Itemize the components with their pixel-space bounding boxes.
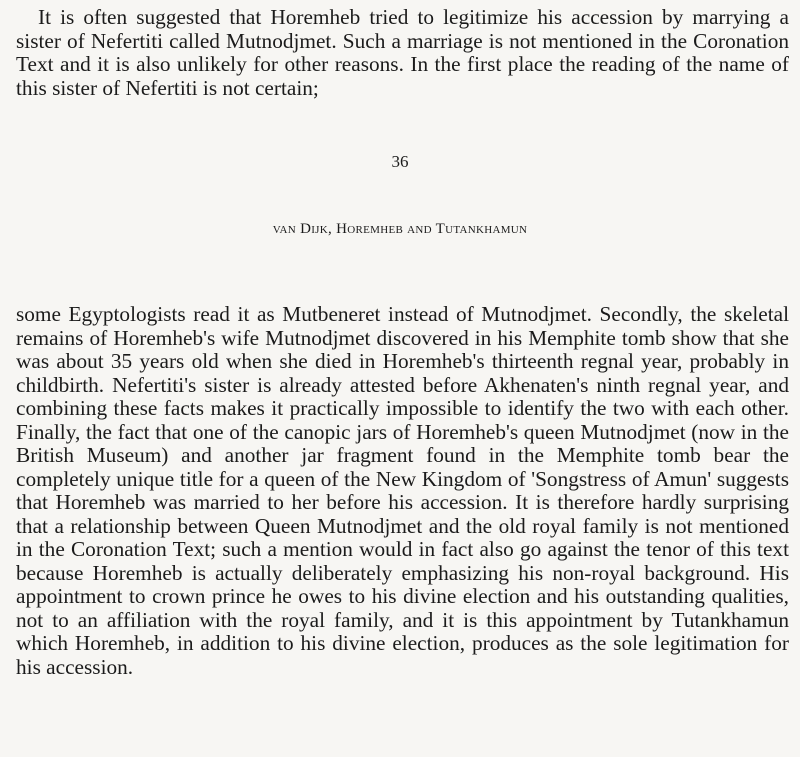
page-number: 36 <box>391 152 409 171</box>
paragraph-bottom: some Egyptologists read it as Mutbeneret instead of Mutnodjmet. Secondly, the skeletal remains of Horemheb's wife Mutnodjmet discovered in his Memphite tomb show that she was about 35 years old when she died in Horemheb's thirteenth regnal year, probably in childbirth. Nefertiti's sister is already attested before Akhenaten's ninth regnal year, and combining these facts makes it practically impossible to identify the two with each other. Finally, the fact that one of the canopic jars of Horemheb's queen Mutnodjmet (now in the British Museum) and another jar fragment found in the Memphite tomb bear the completely unique title for a queen of the New Kingdom of 'Songstress of Amun' suggests that Horemheb was married to her before his accession. It is therefore hardly surprising that a relationship between Queen Mutnodjmet and the old royal family is not mentioned in the Coronation Text; such a mention would in fact also go against the tenor of this text because Horemheb is actually deliberately emphasizing his non-royal background. His appointment to crown prince he owes to his divine election and his outstanding qualities, not to an affiliation with the royal family, and it is this appointment by Tutankhamun which Horemheb, in addition to his divine election, produces as the sole legitimation for his accession. <box>16 302 789 679</box>
paragraph-top: It is often suggested that Horemheb tried to legitimize his accession by marrying a sister of Nefertiti called Mutnodjmet. Such a marriage is not mentioned in the Coronation Text and it is also unlikely for other reasons. In the first place the reading of the name of this sister of Nefertiti is not certain; <box>16 5 789 100</box>
running-head: van Dijk, Horemheb and Tutankhamun <box>272 221 528 237</box>
